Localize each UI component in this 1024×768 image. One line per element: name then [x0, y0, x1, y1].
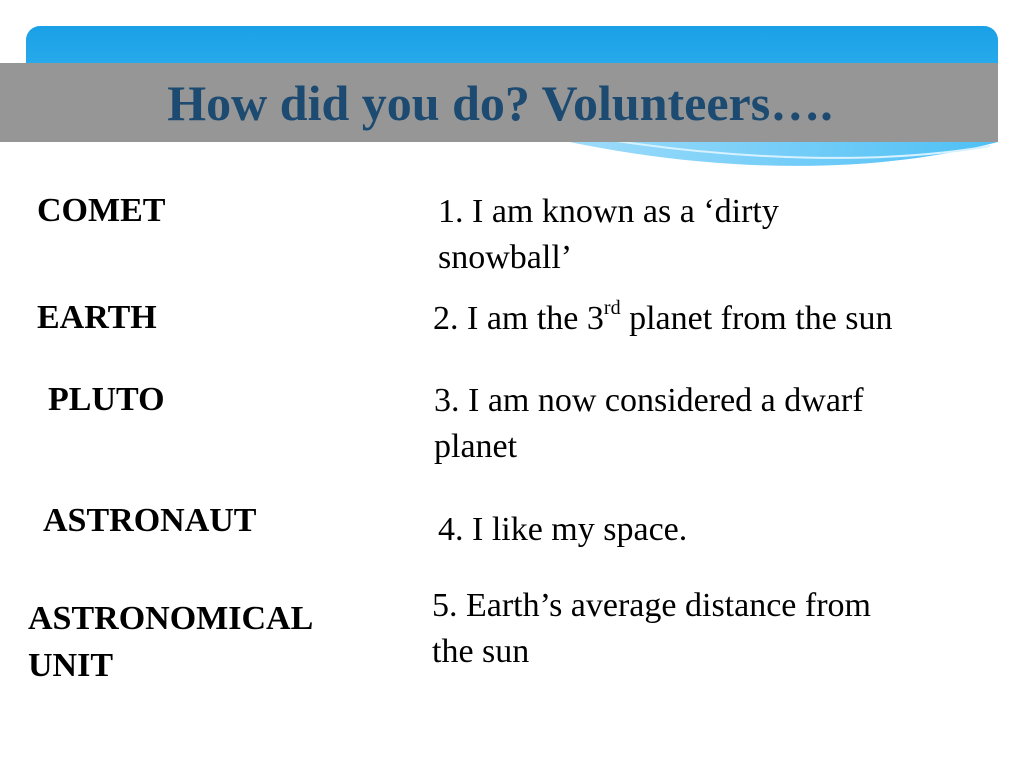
term-unit: UNIT	[28, 647, 114, 684]
term-comet: COMET	[37, 192, 166, 229]
clue-3-line-2: planet	[434, 428, 518, 465]
clue-1-line-2: snowball’	[438, 239, 573, 276]
clue-2-text-end: planet from the sun	[620, 300, 893, 337]
term-earth: EARTH	[37, 299, 157, 336]
clue-2-superscript: rd	[603, 296, 621, 319]
term-pluto: PLUTO	[48, 381, 165, 418]
clue-5-line-2: the sun	[432, 633, 530, 670]
term-astronaut: ASTRONAUT	[43, 502, 257, 539]
slide-title: How did you do? Volunteers….	[167, 74, 833, 131]
clue-2-text: 2. I am the 3	[433, 300, 604, 337]
clue-1	[438, 189, 779, 281]
clue-4: 4. I like my space.	[438, 511, 688, 548]
clue-3	[434, 378, 864, 470]
clue-1-line-1: 1. I am known as a ‘dirty	[438, 193, 779, 230]
term-astronomical: ASTRONOMICAL	[28, 600, 314, 637]
clue-2	[433, 296, 893, 342]
clue-3-line-1: 3. I am now considered a dwarf	[434, 382, 864, 419]
clue-5	[432, 583, 871, 675]
clue-5-line-1: 5. Earth’s average distance from	[432, 587, 871, 624]
